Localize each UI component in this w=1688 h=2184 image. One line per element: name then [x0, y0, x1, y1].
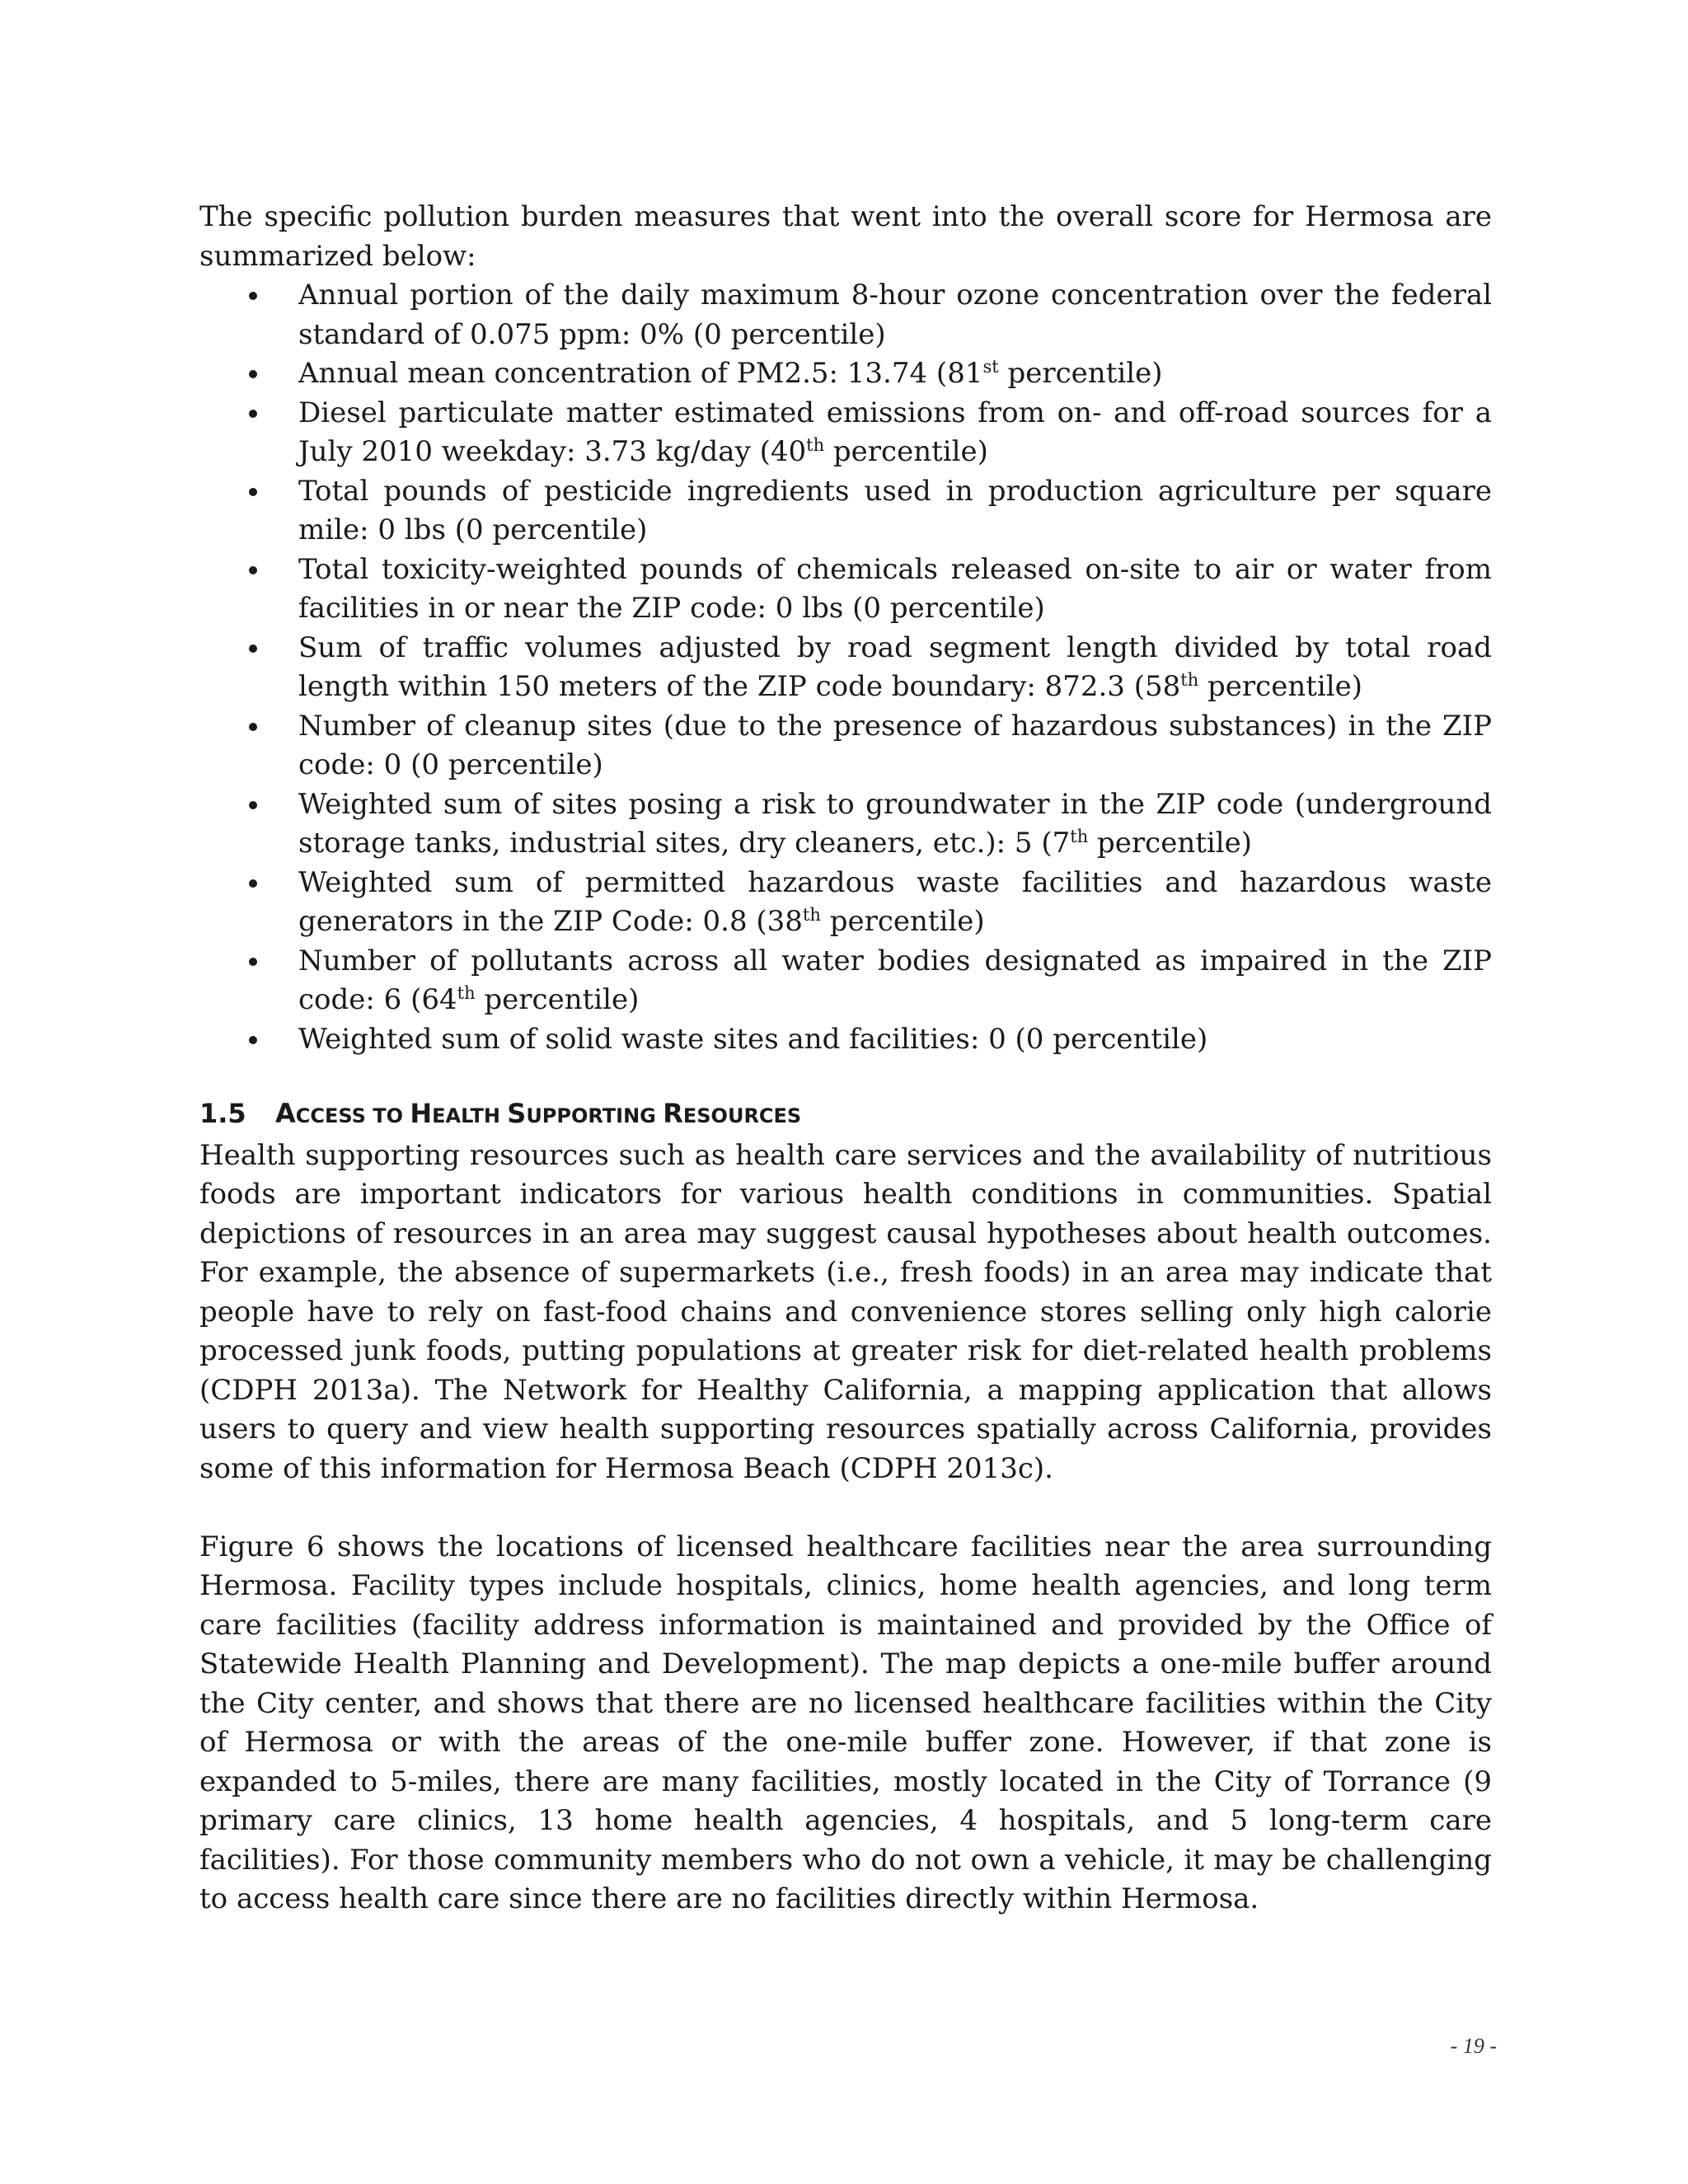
bullet-icon: [249, 410, 257, 418]
page-number: - 19 -: [1450, 2034, 1497, 2058]
section-title-part: S: [507, 1098, 527, 1129]
healthcare-facilities-paragraph: Figure 6 shows the locations of licensed healthcare facilities near the area surrounding Hermosa. Facility types include hospitals, clinics, home health agencies, and long term care facilities (facility address information is maintained and provided by the Office of Statewide Health Planning and Development). The map depicts a one-mile buffer around the City center, and shows that there are no licensed healthcare facilities within the City of Hermosa or with the areas of the one-mile buffer zone. However, if that zone is expanded to 5-miles, there are many facilities, mostly located in the City of Torrance (9 primary care clinics, 13 home health agencies, 4 hospitals, and 5 long-term care facilities). For those community members who do not own a vehicle, it may be challenging to access health care since there are no facilities directly within Hermosa.: [199, 1530, 1492, 1915]
section-heading: [199, 1094, 1492, 1137]
document-page: [199, 198, 1492, 1919]
list-item: Number of pollutants across all water bodies designated as impaired in the ZIP code: 6 (64th percentile): [199, 942, 1492, 1020]
section-title-part: EALTH: [432, 1104, 508, 1127]
paragraph-spacer: [199, 1488, 1492, 1528]
bullet-icon: [249, 958, 257, 966]
list-item: Number of cleanup sites (due to the presence of hazardous substances) in the ZIP code: 0 (0 percentile): [199, 707, 1492, 785]
list-item: Sum of traffic volumes adjusted by road segment length divided by total road length within 150 meters of the ZIP code boundary: 872.3 (58th percentile): [199, 629, 1492, 707]
section-title-part: ESOURCES: [682, 1104, 802, 1127]
section-title-part: CCESS TO: [295, 1104, 410, 1127]
section-title-part: R: [663, 1098, 683, 1129]
list-item: Annual portion of the daily maximum 8-hour ozone concentration over the federal standard of 0.075 ppm: 0% (0 percentile): [199, 276, 1492, 354]
list-item: Weighted sum of solid waste sites and facilities: 0 (0 percentile): [199, 1020, 1492, 1060]
bullet-icon: [249, 879, 257, 888]
health-resources-paragraph: Health supporting resources such as health care services and the availability of nutritious foods are important indicators for various health conditions in communities. Spatial depictions of resources in an area may suggest causal hypotheses about health outcomes. For example, the absence of supermarkets (i.e., fresh foods) in an area may indicate that people have to rely on fast-food chains and convenience stores selling only high calorie processed junk foods, putting populations at greater risk for diet-related health problems (CDPH 2013a). The Network for Healthy California, a mapping application that allows users to query and view health supporting resources spatially across California, provides some of this information for Hermosa Beach (CDPH 2013c).: [199, 1138, 1492, 1485]
bullet-icon: [249, 723, 257, 731]
section-number: 1.5: [199, 1098, 246, 1129]
bullet-icon: [249, 644, 257, 653]
list-item: Diesel particulate matter estimated emissions from on- and off-road sources for a July 2010 weekday: 3.73 kg/day (40th percentile): [199, 394, 1492, 472]
section-title-part: UPPORTING: [526, 1104, 663, 1127]
list-item: Total toxicity-weighted pounds of chemicals released on-site to air or water from facilities in or near the ZIP code: 0 lbs (0 percentile): [199, 551, 1492, 629]
section-title-part: H: [410, 1098, 433, 1129]
bullet-icon: [249, 370, 257, 378]
list-item: Annual mean concentration of PM2.5: 13.74 (81st percentile): [199, 354, 1492, 394]
bullet-icon: [249, 292, 257, 300]
bullet-icon: [249, 488, 257, 496]
bullet-icon: [249, 1036, 257, 1044]
section-title-part: A: [275, 1098, 296, 1129]
list-item: Total pounds of pesticide ingredients used in production agriculture per square mile: 0 lbs (0 percentile): [199, 472, 1492, 551]
intro-paragraph: The specific pollution burden measures that went into the overall score for Hermosa are summarized below:: [199, 200, 1492, 273]
pollution-measures-list: [199, 276, 1492, 1059]
bullet-icon: [249, 801, 257, 809]
list-item: Weighted sum of sites posing a risk to groundwater in the ZIP code (underground storage tanks, industrial sites, dry cleaners, etc.): 5 (7th percentile): [199, 785, 1492, 864]
list-item: Weighted sum of permitted hazardous waste facilities and hazardous waste generators in the ZIP Code: 0.8 (38th percentile): [199, 864, 1492, 942]
bullet-icon: [249, 566, 257, 574]
